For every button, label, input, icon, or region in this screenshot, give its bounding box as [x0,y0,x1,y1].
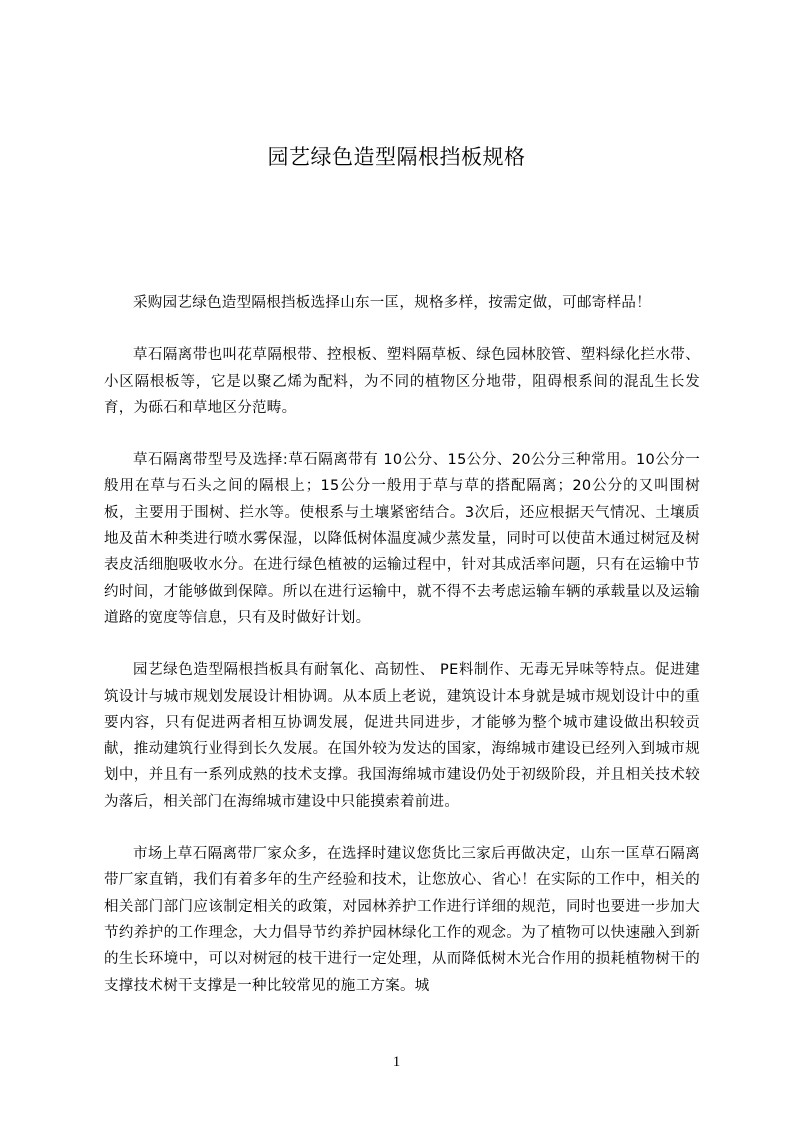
document-body [104,290,700,999]
paragraph-intro: 采购园艺绿色造型隔根挡板选择山东一匡，规格多样，按需定做，可邮寄样品！ [133,295,651,311]
paragraph-definition: 草石隔离带也叫花草隔根带、控根板、塑料隔草板、绿色园林胶管、塑料绿化拦水带、小区隔根板等，它是以聚乙烯为配料，为不同的植物区分地带，阻碍根系间的混乱生长发育，为砾石和草地区分范畴。 [104,347,700,416]
paragraph-features: 园艺绿色造型隔根挡板具有耐氧化、高韧性、 PE料制作、无毒无异味等特点。促进建筑设计与城市规划发展设计相协调。从本质上老说，建筑设计本身就是城市规划设计中的重要内容，只有促进两者相互协调发展，促进共同进步，才能够为整个城市建设做出积较贡献，推动建筑行业得到长久发展。在国外较为发达的国家，海绵城市建设已经列入到城市规划中，并且有一系列成熟的技术支撑。我国海绵城市建设仍处于初级阶段，并且相关技术较为落后，相关部门在海绵城市建设中只能摸索着前进。 [104,662,700,810]
paragraph-models: 草石隔离带型号及选择:草石隔离带有 10公分、15公分、20公分三种常用。10公分一般用在草与石头之间的隔根上；15公分一般用于草与草的搭配隔离；20公分的又叫围树板，主要用于围树、拦水等。使根系与土壤紧密结合。3次后，还应根据天气情况、土壤质地及苗木种类进行喷水雾保湿，以降低树体温度减少蒸发量，同时可以使苗木通过树冠及树表皮活细胞吸收水分。在进行绿色植被的运输过程中，针对其成活率问题，只有在运输中节约时间，才能够做到保障。所以在进行运输中，就不得不去考虑运输车辆的承载量以及运输道路的宽度等信息，只有及时做好计划。 [104,452,700,626]
document-title: 园艺绿色造型隔根挡板规格 [267,145,526,169]
page-number: 1 [392,1054,401,1070]
paragraph-market: 市场上草石隔离带厂家众多，在选择时建议您货比三家后再做决定，山东一匡草石隔离带厂家直销，我们有着多年的生产经验和技术，让您放心、省心！在实际的工作中，相关的相关部门部门应该制定相关的政策，对园林养护工作进行详细的规范，同时也要进一步加大节约养护的工作理念，大力倡导节约养护园林绿化工作的观念。为了植物可以快速融入到新的生长环境中，可以对树冠的枝干进行一定处理，从而降低树木光合作用的损耗植物树干的支撑技术树干支撑是一种比较常见的施工方案。城 [104,846,700,994]
